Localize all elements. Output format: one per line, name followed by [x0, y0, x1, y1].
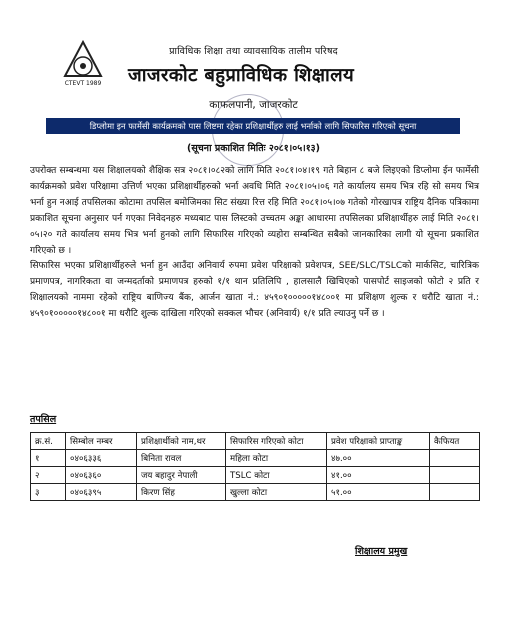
table-header-row — [31, 433, 480, 450]
cell-remarks — [430, 467, 480, 484]
cell-name: बिनिता रावल — [137, 450, 226, 467]
school-location: काफलपानी, जाजरकोट — [209, 99, 298, 111]
table-row — [31, 484, 480, 501]
cell-name: किरण सिंह — [137, 484, 226, 501]
paragraph-1: उपरोक्त सम्बन्धमा यस शिक्षालयको शैक्षिक सत्र २०८१।०८२को लागि मिति २०८१।०४।१९ गते बिहान ८ बजे लिइएको डिप्लोमा ईन फार्मेसी कार्यक्रमको प्रवेश परिक्षामा उत्तिर्ण भएका प्रशिक्षार्थीहरुको भर्ना अवधि मिति २०८१।०५।०६ गते कार्यालय समय भित्र रहि सो समय भित्र भर्ना हुन नआई तपसिलका कोटामा तपसिल बमोजिमका सिट संख्या रित्त रहि मिति २०८१।०५।०७ गतेको गोरखापत्र राष्ट्रिय दैनिक पत्रिकामा प्रकाशित सूचना अनुसार पर्न गएका निवेदनहरु मध्यबाट पास लिस्टको उच्चतम अङ्का आधारमा तपसिलका प्रशिक्षार्थीहरु लाई मिति २०८१।०५।२० गते कार्यालय समय भित्र भर्ना हुनको लागि सिफारिस गरिएको व्यहोरा सम्बन्धित सबैको जानकारिका लागी यो सूचना प्रकाशित गरिएको छ । — [30, 166, 479, 256]
cell-sn: २ — [31, 467, 66, 484]
header-score: प्रवेश परिक्षाको प्राप्ताङ्क — [327, 433, 430, 450]
cell-score: ४७.०० — [327, 450, 430, 467]
recommendation-table — [30, 432, 480, 501]
council-name: प्राविधिक शिक्षा तथा व्यावसायिक तालीम परिषद — [169, 46, 338, 57]
cell-symbol: ०४०६३९५ — [66, 484, 137, 501]
tapsil-heading: तपसिल — [30, 414, 57, 425]
signature-label: शिक्षालय प्रमुख — [355, 546, 408, 557]
cell-name: जय बहादुर नेपाली — [137, 467, 226, 484]
publish-date: (सूचना प्रकाशित मितिः २०८१।०५।१३) — [187, 143, 320, 154]
notice-title-banner: डिप्लोमा इन फार्मेसी कार्यक्रमको पास लिष्टमा रहेका प्रशिक्षार्थीहरु लाई भर्नाको लागि सिफारिस गरिएको सूचना — [46, 118, 460, 134]
cell-symbol: ०४०६३६० — [66, 467, 137, 484]
cell-remarks — [430, 450, 480, 467]
ctevt-logo-text: CTEVT 1989 — [64, 80, 102, 87]
cell-score: ४१.०० — [327, 467, 430, 484]
cell-score: ५१.०० — [327, 484, 430, 501]
cell-sn: १ — [31, 450, 66, 467]
cell-remarks — [430, 484, 480, 501]
table-row — [31, 467, 480, 484]
table-row — [31, 450, 480, 467]
cell-sn: ३ — [31, 484, 66, 501]
header-quota: सिफारिस गरिएको कोटा — [226, 433, 327, 450]
header-name: प्रशिक्षार्थीको नाम,थर — [137, 433, 226, 450]
paragraph-2: सिफारिस भएका प्रशिक्षार्थीहरुले भर्ना हुन आउँदा अनिवार्य रुपमा प्रवेश परिक्षाको प्रवेशपत्र, SEE/SLC/TSLCको मार्कसिट, चारित्रिक प्रमाणपत्र, नागरिकता वा जन्मदर्ताको प्रमाणपत्र हरुको १/१ थान प्रतिलिपि , हालसालै खिचिएको पासपोर्ट साइजको फोटो २ प्रति र शिक्षालयको नाममा रहेको राष्ट्रिय बाणिज्य बैंक, आर्जन खाता नं.: ४५९०१०००००१४८००१ मा प्रशिक्षण शुल्क र धरौटि खाता नं.: ४५९०१०००००१४८००१ मा धरौटि शुल्क दाखिला गरिएको सक्कल भौचर (अनिवार्य) १/१ प्रति ल्याउनु पर्ने छ । — [30, 261, 479, 319]
school-name: जाजरकोट बहुप्राविधिक शिक्षालय — [128, 65, 354, 86]
header-remarks: कैफियत — [430, 433, 480, 450]
header-symbol: सिम्बोल नम्बर — [66, 433, 137, 450]
cell-quota: महिला कोटा — [226, 450, 327, 467]
header-sn: क्र.सं. — [31, 433, 66, 450]
cell-symbol: ०४०६३३६ — [66, 450, 137, 467]
cell-quota: TSLC कोटा — [226, 467, 327, 484]
cell-quota: खुल्ला कोटा — [226, 484, 327, 501]
